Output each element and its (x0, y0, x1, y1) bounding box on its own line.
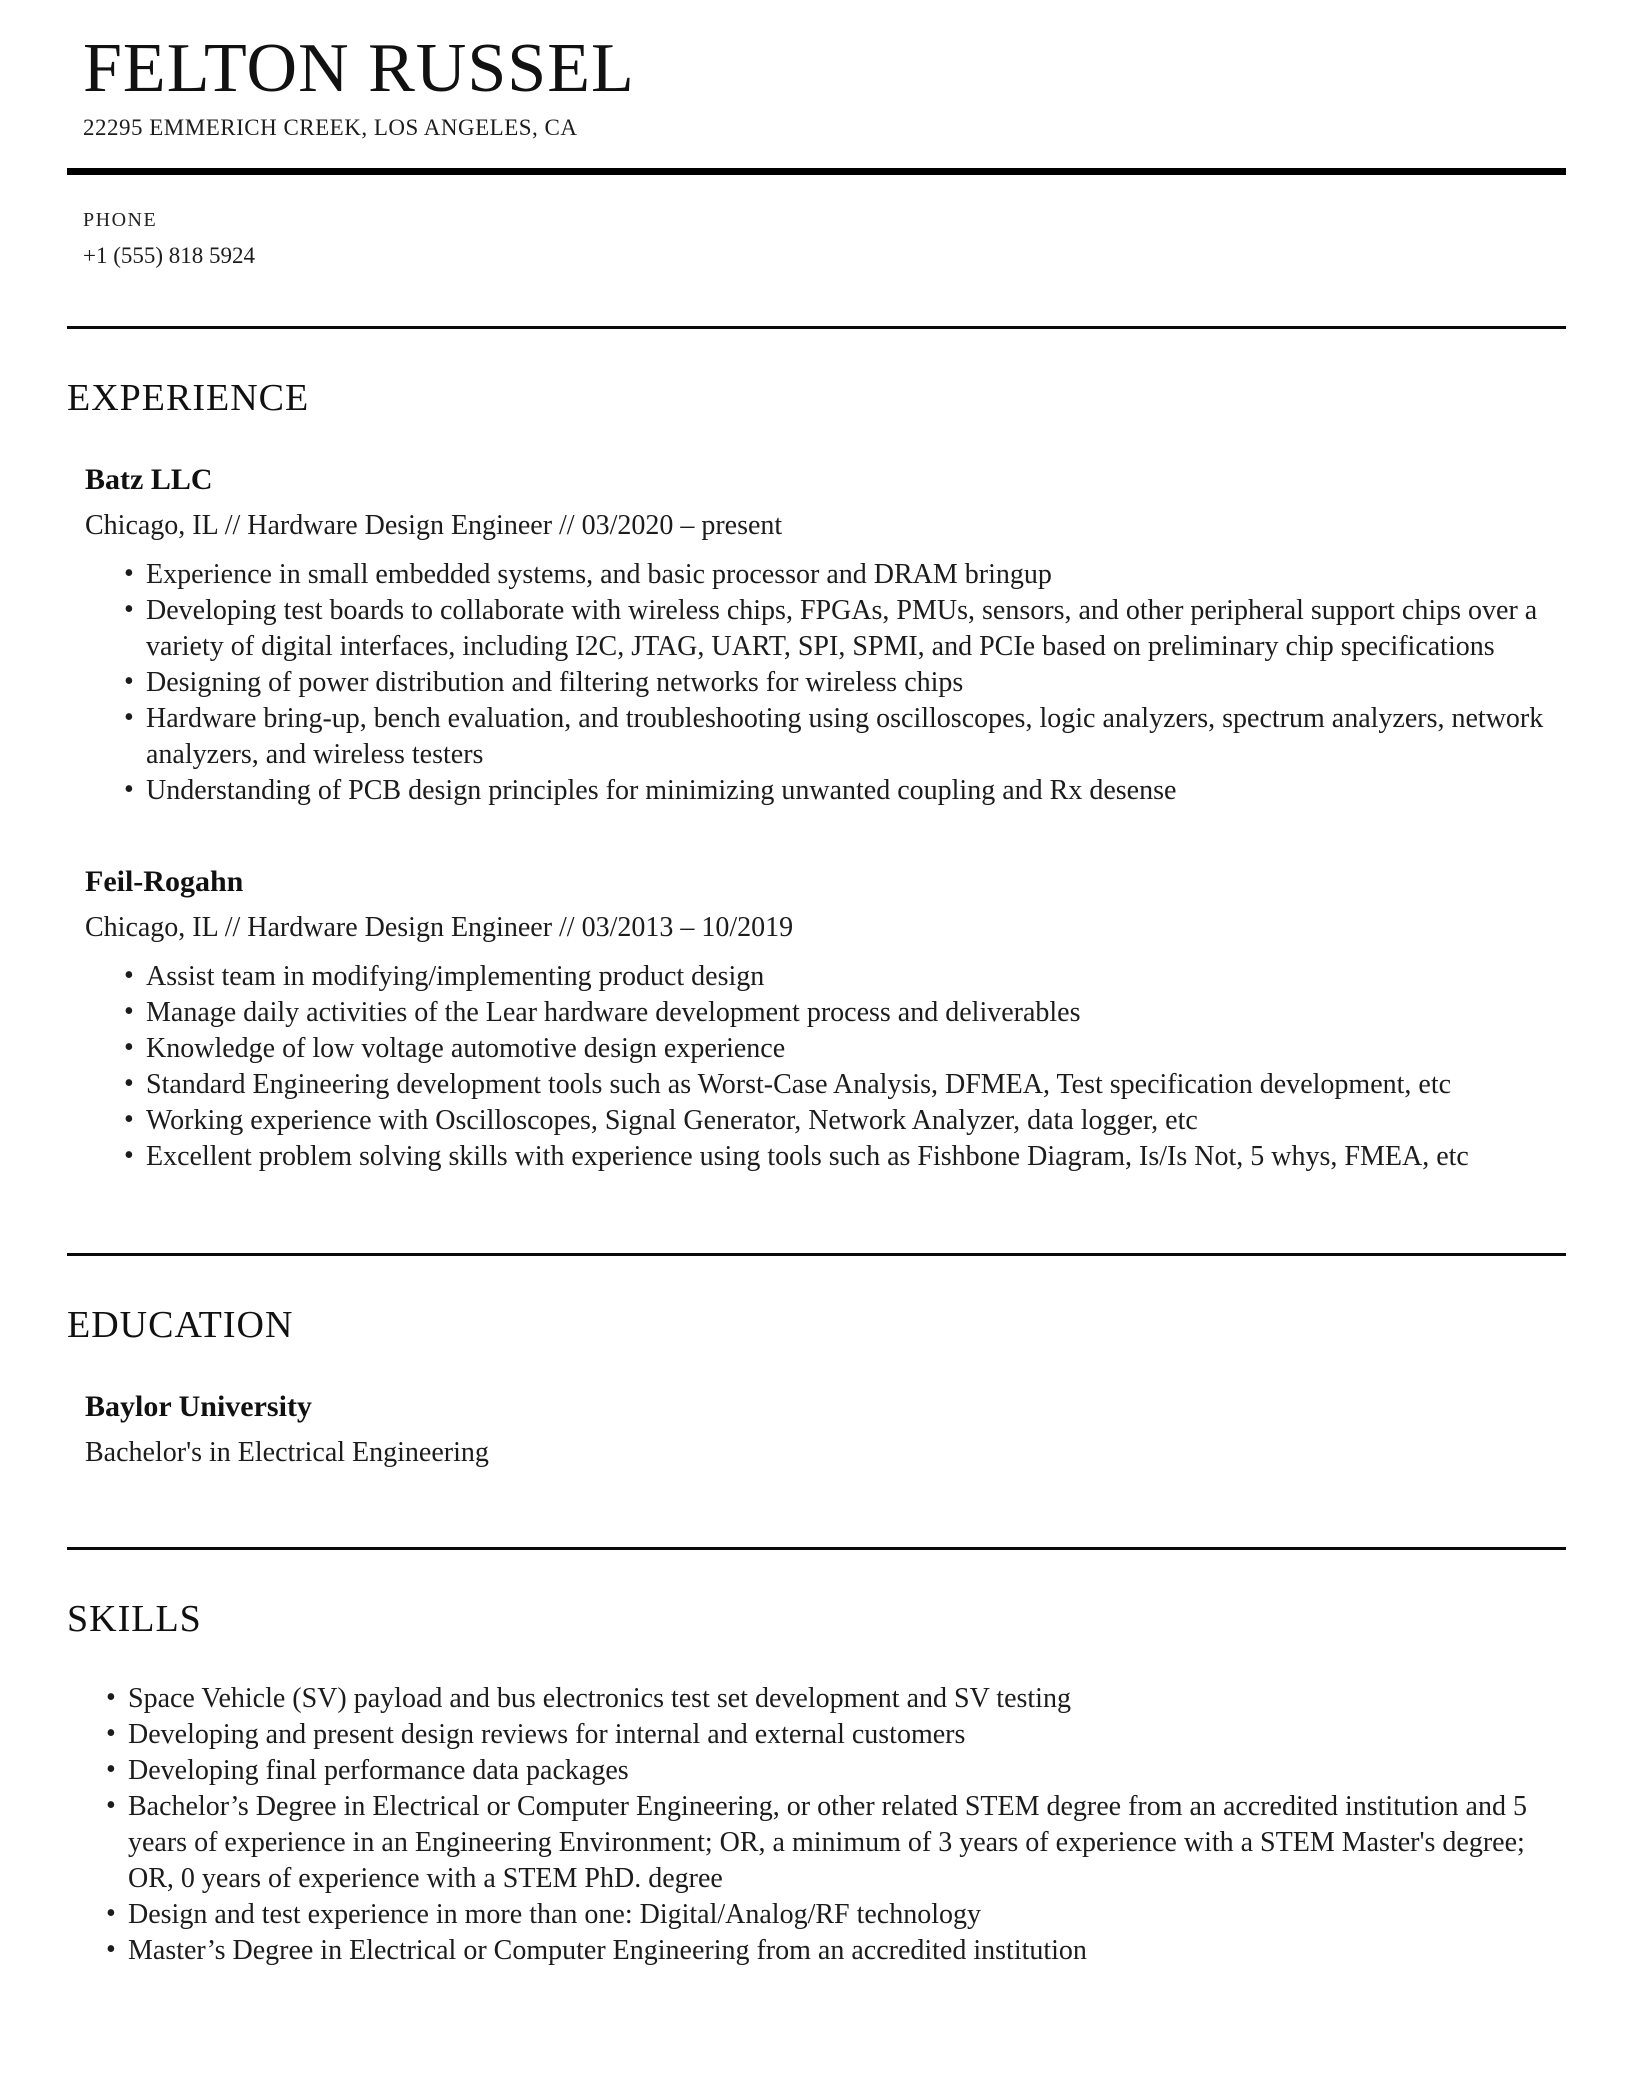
job-entry (85, 463, 1566, 809)
job-bullet: • Standard Engineering development tools such as Worst-Case Analysis, DFMEA, Test specification development, etc (146, 1067, 1566, 1103)
skill-bullet: • Bachelor’s Degree in Electrical or Computer Engineering, or other related STEM degree from an accredited institution and 5 years of experience in an Engineering Environment; OR, a minimum of 3 years of experience with a STEM Master's degree; OR, 0 years of experience with a STEM PhD. degree (128, 1789, 1566, 1897)
company-name: Batz LLC (85, 463, 213, 497)
candidate-name: FELTON RUSSEL (83, 30, 635, 107)
section-divider (67, 1547, 1566, 1550)
job-bullet: • Designing of power distribution and filtering networks for wireless chips (146, 665, 1566, 701)
skill-bullet: • Developing and present design reviews for internal and external customers (128, 1717, 1566, 1753)
job-bullet: • Developing test boards to collaborate with wireless chips, FPGAs, PMUs, sensors, and other peripheral support chips over a variety of digital interfaces, including I2C, JTAG, UART, SPI, SPMI, and PCIe based on preliminary chip specifications (146, 593, 1566, 665)
candidate-address: 22295 EMMERICH CREEK, LOS ANGELES, CA (83, 115, 578, 141)
phone-label: PHONE (83, 209, 158, 232)
skills-title: SKILLS (67, 1598, 202, 1641)
job-meta: Chicago, IL // Hardware Design Engineer // 03/2020 – present (85, 509, 783, 541)
phone-value: +1 (555) 818 5924 (83, 243, 256, 269)
education-title: EDUCATION (67, 1304, 294, 1347)
contact-block (67, 209, 1566, 269)
skill-bullet: • Master’s Degree in Electrical or Computer Engineering from an accredited institution (128, 1933, 1566, 1969)
skill-bullet: • Developing final performance data packages (128, 1753, 1566, 1789)
job-meta: Chicago, IL // Hardware Design Engineer // 03/2013 – 10/2019 (85, 911, 794, 943)
skill-bullet: • Design and test experience in more than one: Digital/Analog/RF technology (128, 1897, 1566, 1933)
section-divider (67, 1253, 1566, 1256)
skills-section (67, 1599, 1566, 1969)
skill-bullet: • Space Vehicle (SV) payload and bus electronics test set development and SV testing (128, 1681, 1566, 1717)
skills-bullet-list (67, 1681, 1566, 1969)
job-bullet: • Experience in small embedded systems, and basic processor and DRAM bringup (146, 557, 1566, 593)
job-bullet: • Understanding of PCB design principles for minimizing unwanted coupling and Rx desense (146, 773, 1566, 809)
degree-name: Bachelor's in Electrical Engineering (85, 1436, 489, 1468)
job-bullet-list (85, 557, 1566, 809)
job-bullet-list (85, 959, 1566, 1175)
education-section (67, 1305, 1566, 1469)
job-bullet: • Knowledge of low voltage automotive design experience (146, 1031, 1566, 1067)
job-bullet: • Working experience with Oscilloscopes, Signal Generator, Network Analyzer, data logger, etc (146, 1103, 1566, 1139)
education-entry (85, 1390, 1566, 1469)
experience-section (67, 378, 1566, 1175)
school-name: Baylor University (85, 1390, 312, 1424)
job-entry (85, 865, 1566, 1175)
experience-title: EXPERIENCE (67, 377, 310, 420)
section-divider (67, 326, 1566, 329)
resume-header (67, 26, 1566, 141)
header-divider (67, 168, 1566, 175)
job-bullet: • Hardware bring-up, bench evaluation, and troubleshooting using oscilloscopes, logic analyzers, spectrum analyzers, network analyzers, and wireless testers (146, 701, 1566, 773)
job-bullet: • Manage daily activities of the Lear hardware development process and deliverables (146, 995, 1566, 1031)
company-name: Feil-Rogahn (85, 865, 244, 899)
job-bullet: • Assist team in modifying/implementing product design (146, 959, 1566, 995)
job-bullet: • Excellent problem solving skills with experience using tools such as Fishbone Diagram, Is/Is Not, 5 whys, FMEA, etc (146, 1139, 1566, 1175)
